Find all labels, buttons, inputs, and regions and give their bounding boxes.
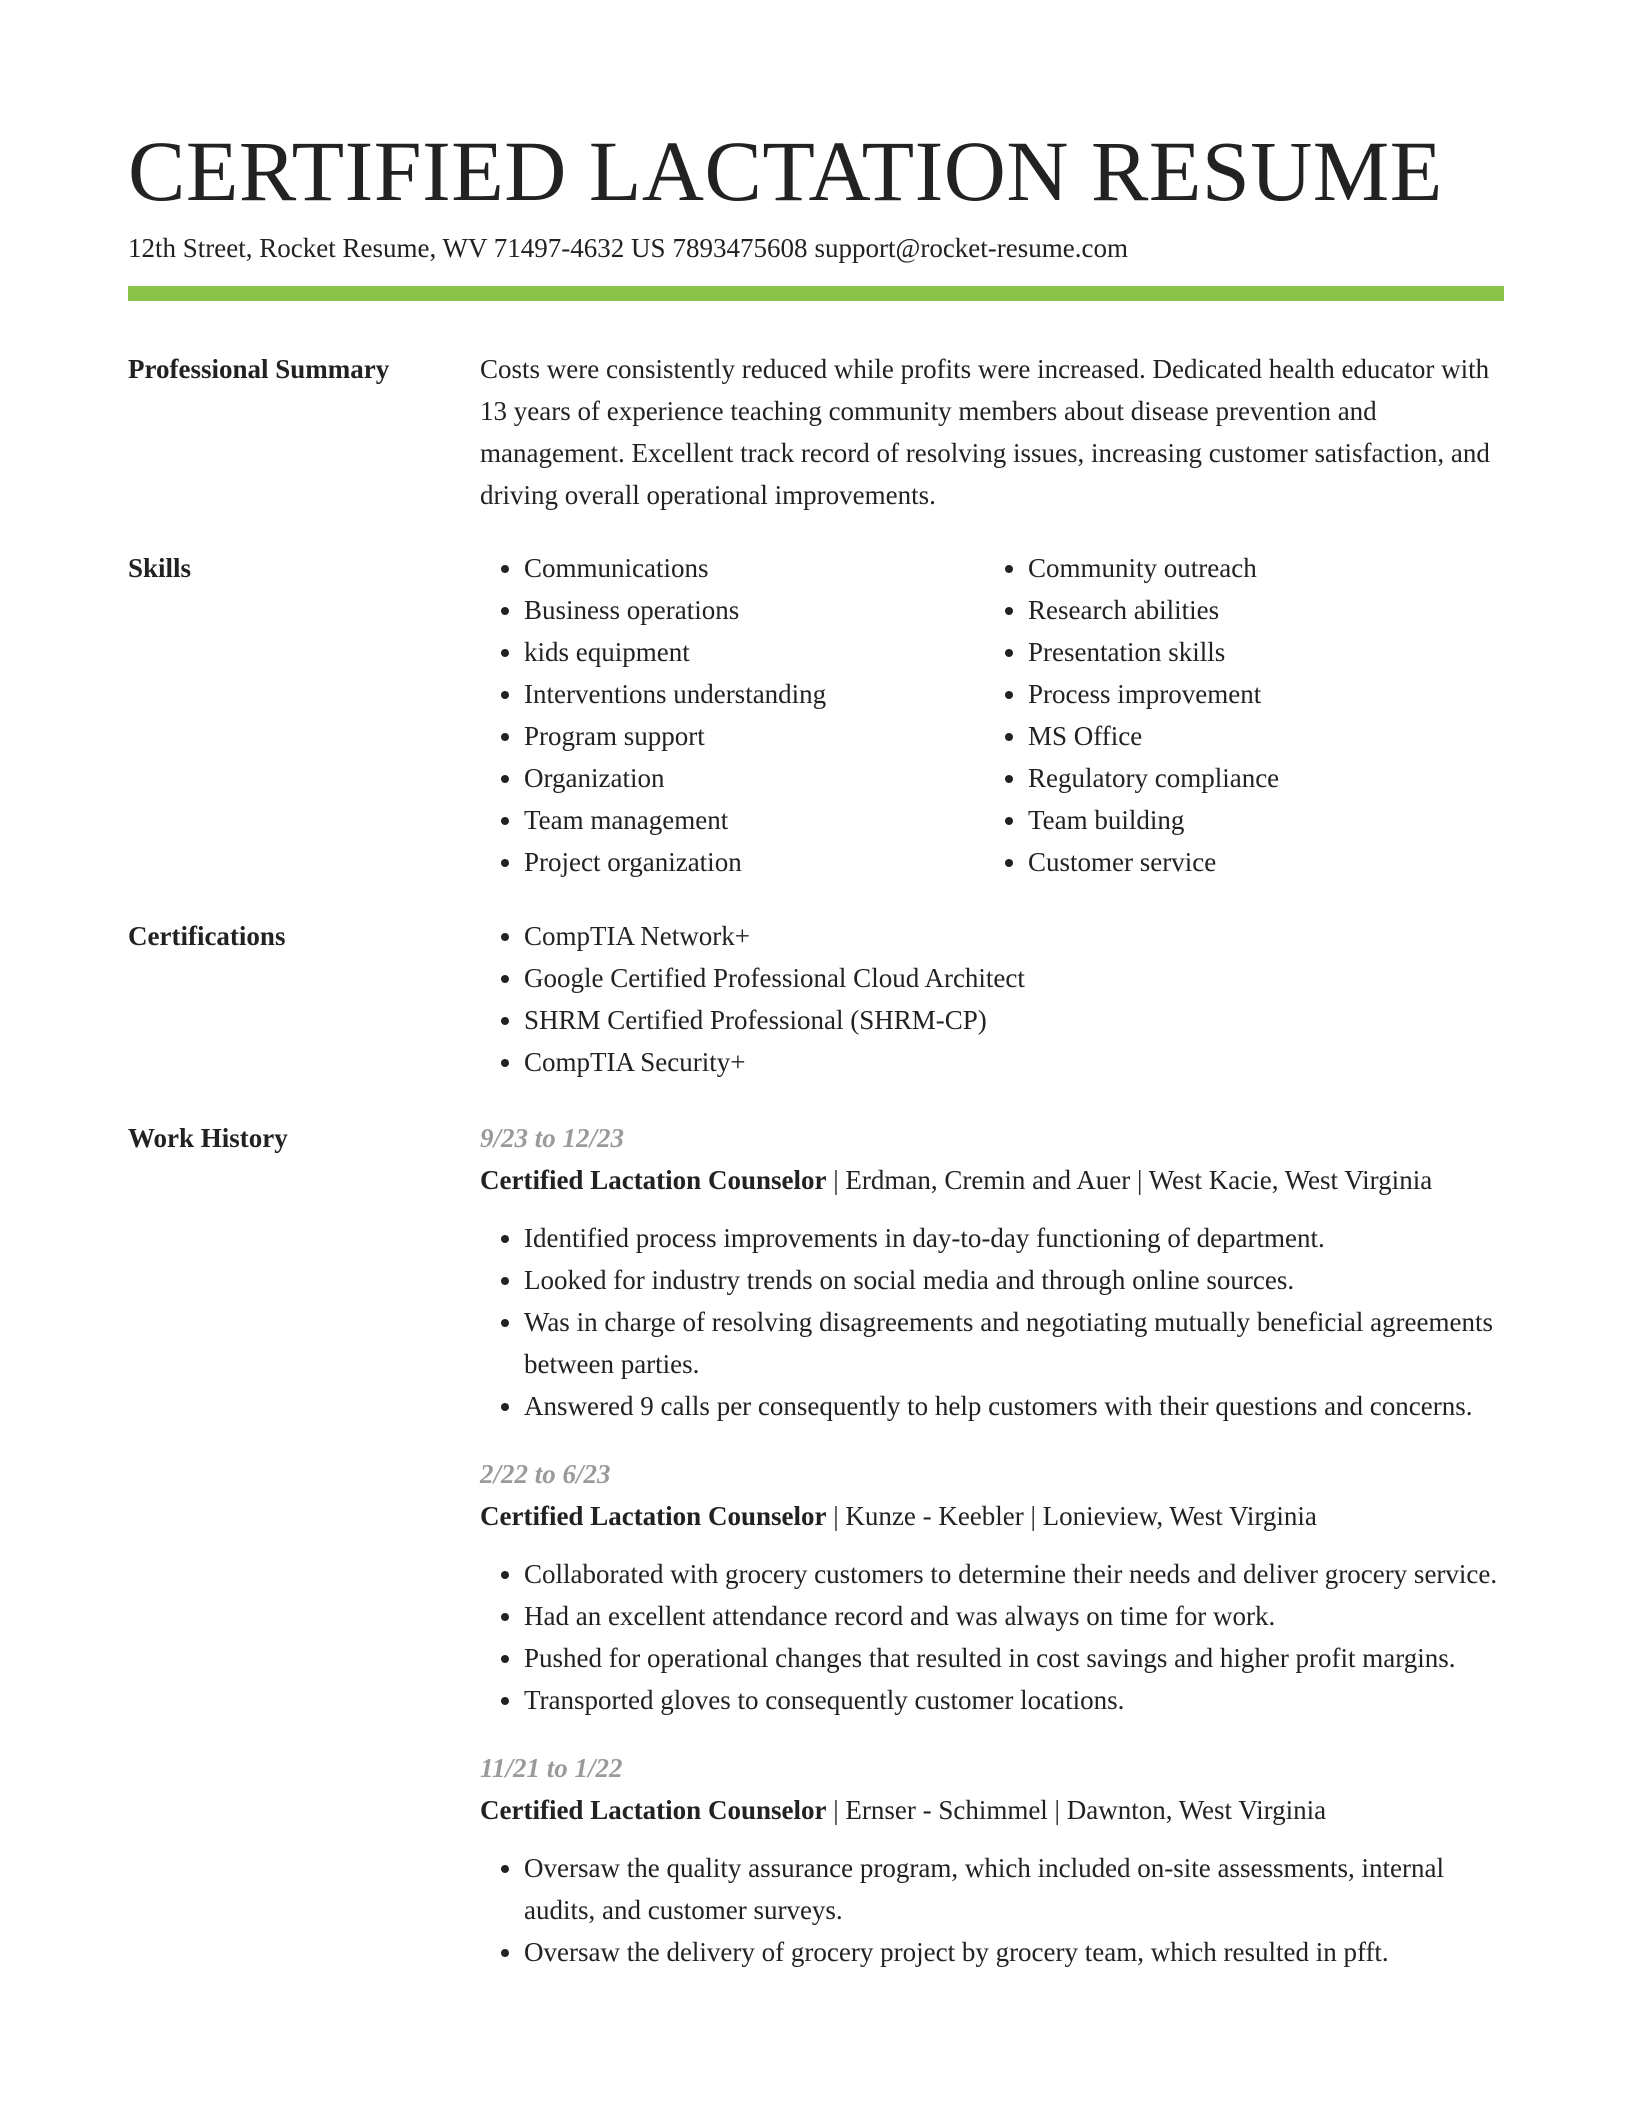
resume-title: CERTIFIED LACTATION RESUME — [128, 123, 1443, 219]
skill-item: • Customer service — [1028, 841, 1488, 883]
job-entry — [480, 1117, 1504, 1427]
job-duty-item: • Identified process improvements in day-to-day functioning of department. — [524, 1217, 1504, 1259]
skills-list-left — [480, 547, 984, 883]
job-employer-location: | Ernser - Schimmel | Dawnton, West Virginia — [826, 1795, 1327, 1825]
job-entry — [480, 1453, 1504, 1721]
certification-item: • SHRM Certified Professional (SHRM-CP) — [524, 999, 1504, 1041]
section-label-summary: Professional Summary — [128, 354, 390, 384]
skills-list-right — [984, 547, 1488, 883]
job-duty-item: • Pushed for operational changes that resulted in cost savings and higher profit margins. — [524, 1637, 1504, 1679]
job-title: Certified Lactation Counselor — [480, 1795, 827, 1825]
job-dates: 11/21 to 1/22 — [480, 1753, 623, 1783]
contact-email: support@rocket-resume.com — [814, 233, 1128, 263]
job-duties-list — [480, 1217, 1504, 1427]
skill-item: • Business operations — [524, 589, 984, 631]
section-label-skills: Skills — [128, 553, 192, 583]
certifications-list — [480, 915, 1504, 1083]
job-duties-list — [480, 1847, 1504, 1973]
skill-item: • Process improvement — [1028, 673, 1488, 715]
job-duty-item: • Answered 9 calls per consequently to help customers with their questions and concerns. — [524, 1385, 1504, 1427]
section-label-work-history: Work History — [128, 1123, 288, 1153]
skill-item: • Interventions understanding — [524, 673, 984, 715]
job-employer-location: | Kunze - Keebler | Lonieview, West Virginia — [826, 1501, 1317, 1531]
contact-address: 12th Street, Rocket Resume, WV 71497-4632 US — [128, 233, 666, 263]
contact-line — [128, 230, 1128, 266]
contact-phone: 7893475608 — [672, 233, 808, 263]
certification-item: • Google Certified Professional Cloud Architect — [524, 957, 1504, 999]
job-duty-item: • Was in charge of resolving disagreements and negotiating mutually beneficial agreements between parties. — [524, 1301, 1504, 1385]
job-duty-item: • Looked for industry trends on social media and through online sources. — [524, 1259, 1504, 1301]
skill-item: • Research abilities — [1028, 589, 1488, 631]
skill-item: • Organization — [524, 757, 984, 799]
skill-item: • Program support — [524, 715, 984, 757]
job-duties-list — [480, 1553, 1504, 1721]
header-divider — [128, 286, 1504, 301]
job-employer-location: | Erdman, Cremin and Auer | West Kacie, West Virginia — [826, 1165, 1433, 1195]
skill-item: • Presentation skills — [1028, 631, 1488, 673]
job-duty-item: • Had an excellent attendance record and was always on time for work. — [524, 1595, 1504, 1637]
skill-item: • Team management — [524, 799, 984, 841]
job-entry — [480, 1747, 1504, 1973]
skill-item: • Communications — [524, 547, 984, 589]
skill-item: • Project organization — [524, 841, 984, 883]
job-dates: 2/22 to 6/23 — [480, 1459, 611, 1489]
job-heading — [480, 1159, 1504, 1201]
certification-item: • CompTIA Network+ — [524, 915, 1504, 957]
job-duty-item: • Transported gloves to consequently customer locations. — [524, 1679, 1504, 1721]
summary-text: Costs were consistently reduced while profits were increased. Dedicated health educator with 13 years of experience teaching community members about disease prevention and management. Excellent track record of resolving issues, increasing customer satisfaction, and driving overall operational improvements. — [480, 354, 1490, 510]
skill-item: • kids equipment — [524, 631, 984, 673]
skill-item: • Regulatory compliance — [1028, 757, 1488, 799]
job-duty-item: • Oversaw the delivery of grocery project by grocery team, which resulted in pfft. — [524, 1931, 1504, 1973]
certification-item: • CompTIA Security+ — [524, 1041, 1504, 1083]
job-title: Certified Lactation Counselor — [480, 1165, 827, 1195]
job-dates: 9/23 to 12/23 — [480, 1123, 625, 1153]
job-duty-item: • Collaborated with grocery customers to determine their needs and deliver grocery service. — [524, 1553, 1504, 1595]
job-duty-item: • Oversaw the quality assurance program, which included on-site assessments, internal audits, and customer surveys. — [524, 1847, 1504, 1931]
section-label-certifications: Certifications — [128, 921, 286, 951]
job-title: Certified Lactation Counselor — [480, 1501, 827, 1531]
skill-item: • Team building — [1028, 799, 1488, 841]
skill-item: • Community outreach — [1028, 547, 1488, 589]
skill-item: • MS Office — [1028, 715, 1488, 757]
job-heading — [480, 1495, 1504, 1537]
work-history-entries — [480, 1117, 1504, 1999]
job-heading — [480, 1789, 1504, 1831]
